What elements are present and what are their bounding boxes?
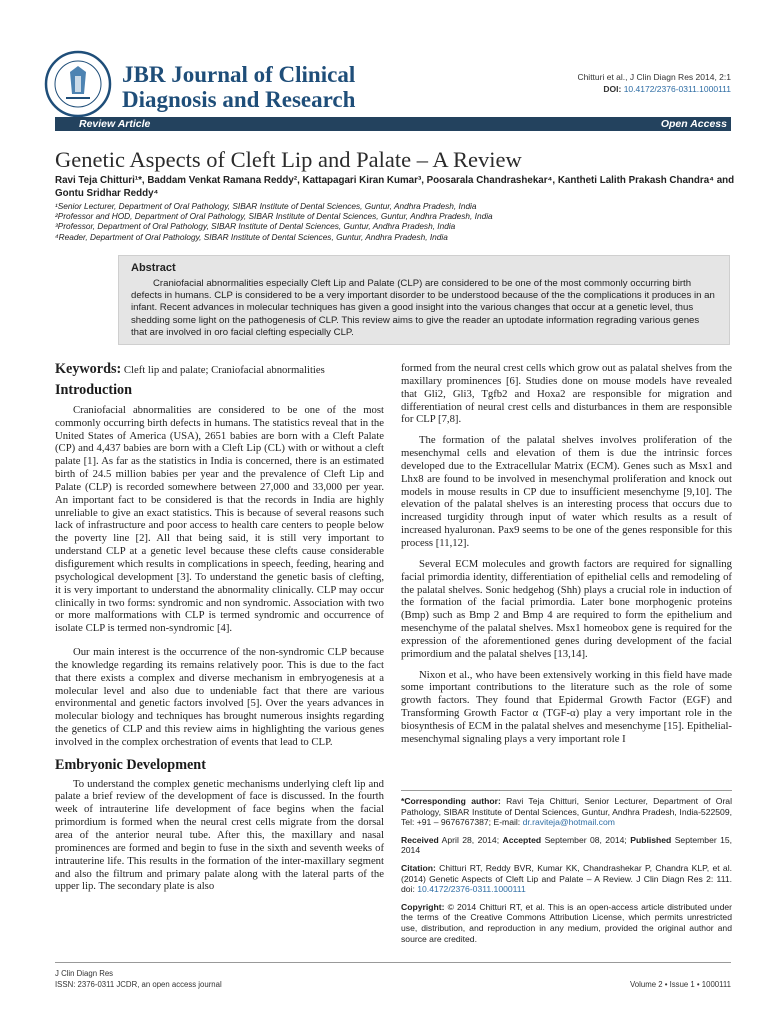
footer-divider	[55, 962, 731, 963]
affiliation-1: ¹Senior Lecturer, Department of Oral Pathology, SIBAR Institute of Dental Sciences, Guntur, Andhra Pradesh, India	[55, 201, 477, 211]
corr-text: Ravi Teja Chitturi, Senior Lecturer, Department of Oral Pathology, SIBAR Institute of Dental Sciences, Guntur, Andhra Pradesh, India-522509, Tel: +91 – 9676767387; E-mail:	[401, 796, 732, 828]
journal-title-line2: Diagnosis and Research	[122, 87, 356, 112]
page-footer	[55, 968, 731, 990]
intro-paragraph-2: Our main interest is the occurrence of the non-syndromic CLP because the knowledge regarding its remains relatively poor. This is due to the fact that there exists a complex and diverse mechanism in embryogenesis at a molecular level and also due to undeniable fact that there are various environmental and genetic factors involved [5]. Over the years advances in molecular biology and techniques has brought numerous insights regarding the genetics of CLP and this review aims in highlighting the various genes involved in the complex orchestration of events that lead to CLP.	[55, 646, 384, 748]
right-paragraph-2: The formation of the palatal shelves involves proliferation of the mesenchymal cells and elevation of them is due the intrinsic forces developed due to the Extracellular Matrix (ECM). Genes such as Msx1 and Lhx8 are found to be involved in mesenchymal proliferation and knock out models in mouse results in CP due to insufficient mesenchyme [9,10]. The elevation of the palatal shelves is an interesting process that occurs due to increased turgidity through input of water which results as a result of increased hyaluronan. Pax9 seems to be one of the genes responsible for this process [11,12].	[401, 434, 732, 549]
received-label: Received	[401, 834, 439, 845]
footer-issn: ISSN: 2376-0311 JCDR, an open access journal	[55, 980, 222, 989]
intro-paragraph-1: Craniofacial abnormalities are considered to be one of the most commonly occurring birth defects in humans. The statistics reveal that in the United States of America (USA), 2651 babies are born with a Cleft Palate (CP) and 4,437 babies are born with a Cleft Lip (CL) with or without a cleft palate [1]. As far as the statistics in India is concerned, there is an estimated birth of 24.5 million babies per year and the prevalence of Cleft Lip and Palate (CLP) is recorded somewhere between 27,000 and 33,000 per year. An important fact to be considered is that the records in India are highly unreliable to give an exact statistics. This is because of several reasons such lack of infrastructure and poor access to health care centers to people below the poverty line [2]. All that being said, it is still very important to understand CLP at a genetic level because these clefts cause considerable disfigurement which results in complications in speech, feeding, hearing and psychological development [3]. To understand the genetic basis of clefting, it is very important to understand the abnormality clinically. CLP may occur clinically in two forms: syndromic and non syndromic. Association with two or more malformations with CLP is termed syndromic and occurrence of isolate CLP is termed non-syndromic [4].	[55, 403, 384, 635]
header-meta	[577, 71, 731, 95]
affiliation-4: ⁴Reader, Department of Oral Pathology, SIBAR Institute of Dental Sciences, Guntur, Andhra Pradesh, India	[55, 231, 448, 242]
copyright	[401, 902, 732, 944]
citation-label: Citation:	[401, 862, 436, 873]
journal-title-line1: JBR Journal of Clinical	[122, 62, 356, 87]
citation	[401, 863, 732, 895]
left-column	[55, 384, 384, 893]
accepted-value: September 08, 2014;	[544, 834, 627, 845]
affiliation-3: ³Professor, Department of Oral Pathology, SIBAR Institute of Dental Sciences, Guntur, Andhra Pradesh, India	[55, 221, 456, 232]
right-paragraph-4: Nixon et al., who have been extensively working in this field have made some important contributions to the literature such as the role of some growth factors. They found that Epidermal Growth Factor (EGF) and Transforming Growth Factor α (TGF-α) play a very important role in the biosynthesis of ECM in the palatal shelves and mesenchyme [15]. Epithelial-mesenchymal signaling plays a very important role I	[401, 668, 732, 745]
right-column	[401, 362, 732, 746]
corr-email-link[interactable]: dr.raviteja@hotmail.com	[522, 817, 615, 828]
open-access-label: Open Access	[660, 118, 727, 130]
doi-label: DOI:	[603, 84, 622, 94]
keywords-value: Cleft lip and palate; Craniofacial abnormalities	[123, 364, 325, 376]
article-footnote	[401, 796, 732, 951]
article-title: Genetic Aspects of Cleft Lip and Palate – A Review	[55, 147, 522, 172]
citation-doi-link[interactable]: 10.4172/2376-0311.1000111	[417, 884, 526, 895]
right-paragraph-3: Several ECM molecules and growth factors are required for signalling facial primordia identity, differentiation of epithelial cells and remodeling of the palatal shelves. Sonic hedgehog (Shh) plays a crucial role in induction of the formation of the facial primordia. Later bone morphogenic proteins (Bmp) such as Bmp 2 and Bmp 4 are required to form the epithelium and mesenchyme of the palatal shelves. Msx1 homeobox gene is required for the expression of the aforementioned genes during development of the facial primordium and the palatal shelves [13,14].	[401, 557, 732, 660]
embryo-heading: Embryonic Development	[55, 756, 206, 773]
citation-short: Chitturi et al., J Clin Diagn Res 2014, 2:1	[577, 72, 731, 82]
article-type-bar	[55, 117, 731, 131]
keywords-label: Keywords:	[55, 361, 122, 377]
footnote-divider	[401, 790, 732, 791]
abstract-box	[118, 255, 730, 345]
right-paragraph-1: formed from the neural crest cells which grow out as palatal shelves from the maxillary prominences [6]. Studies done on mouse models have revealed that Gli2, Gli3, Tgfb2 and Hoxa2 are responsible for migration and differentiation of neural crest cells and disturbances in them are responsible for CLP [7,8].	[401, 362, 732, 426]
received-value: April 28, 2014;	[441, 834, 500, 845]
article-type-label: Review Article	[79, 118, 151, 130]
copyright-label: Copyright:	[401, 901, 445, 912]
abstract-text: Craniofacial abnormalities especially Cleft Lip and Palate (CLP) are considered to be one of the most commonly occurring birth defects in humans. CLP is considered to be a very important disorder to be understood because of the the complications it produces in an infant. Recent advances in molecular techniques has given a good insight into the various changes that occur at a genetic level, thus shedding some light on the pathogenesis of CLP. This review aims to give the reader an uptodate information regrading various genes that are involved in oro facial clefting especially CLP.	[131, 278, 715, 338]
journal-title	[122, 62, 355, 112]
affiliations	[55, 201, 735, 242]
abstract-heading: Abstract	[131, 262, 176, 274]
keywords	[55, 361, 384, 378]
copyright-text: © 2014 Chitturi RT, et al. This is an open-access article distributed under the terms of the Creative Commons Attribution License, which permits unrestricted use, distribution, and reproduction in any medium, provided the original author and source are credited.	[401, 901, 732, 944]
published-label: Published	[630, 834, 672, 845]
journal-logo	[44, 50, 112, 118]
doi-link[interactable]: 10.4172/2376-0311.1000111	[623, 84, 731, 94]
published-value: September 15, 2014	[401, 834, 733, 856]
corresponding-author	[401, 796, 732, 828]
author-list: Ravi Teja Chitturi¹*, Baddam Venkat Ramana Reddy², Kattapagari Kiran Kumar³, Poosarala Chandrashekar⁴, Kantheti Lalith Prakash Chandra⁴ and Gontu Sridhar Reddy⁴	[55, 175, 735, 199]
intro-heading: Introduction	[55, 382, 132, 398]
footer-journal: J Clin Diagn Res	[55, 969, 114, 978]
affiliation-2: ²Professor and HOD, Department of Oral Pathology, SIBAR Institute of Dental Sciences, Guntur, Andhra Pradesh, India	[55, 211, 493, 222]
accepted-label: Accepted	[502, 834, 542, 845]
corr-label: *Corresponding author:	[401, 796, 501, 806]
footer-volume: Volume 2 • Issue 1 • 1000111	[630, 980, 731, 989]
citation-text: Chitturi RT, Reddy BVR, Kumar KK, Chandrashekar P, Chandra KLP, et al. (2014) Genetic Aspects of Cleft Lip and Palate – A Review. J Clin Diagn Res 2: 111. doi:	[401, 862, 732, 895]
embryo-paragraph-1: To understand the complex genetic mechanisms underlying cleft lip and palate a brief review of the development of face is discussed. In the fourth week of intrauterine life development of face begins when the facial primordium is formed when the neural crest cells migrate from the dorsal area of the anterior neural tube. After this, the maxillary and nasal prominences are formed and begin to fuse in the sixth and seventh weeks of intrauterine life. This results in the formation of the inter-maxillary segment and also the filtrum and primary palate along with the lateral parts of the upper lip. The secondary plate is also	[55, 777, 384, 893]
dates	[401, 835, 732, 856]
